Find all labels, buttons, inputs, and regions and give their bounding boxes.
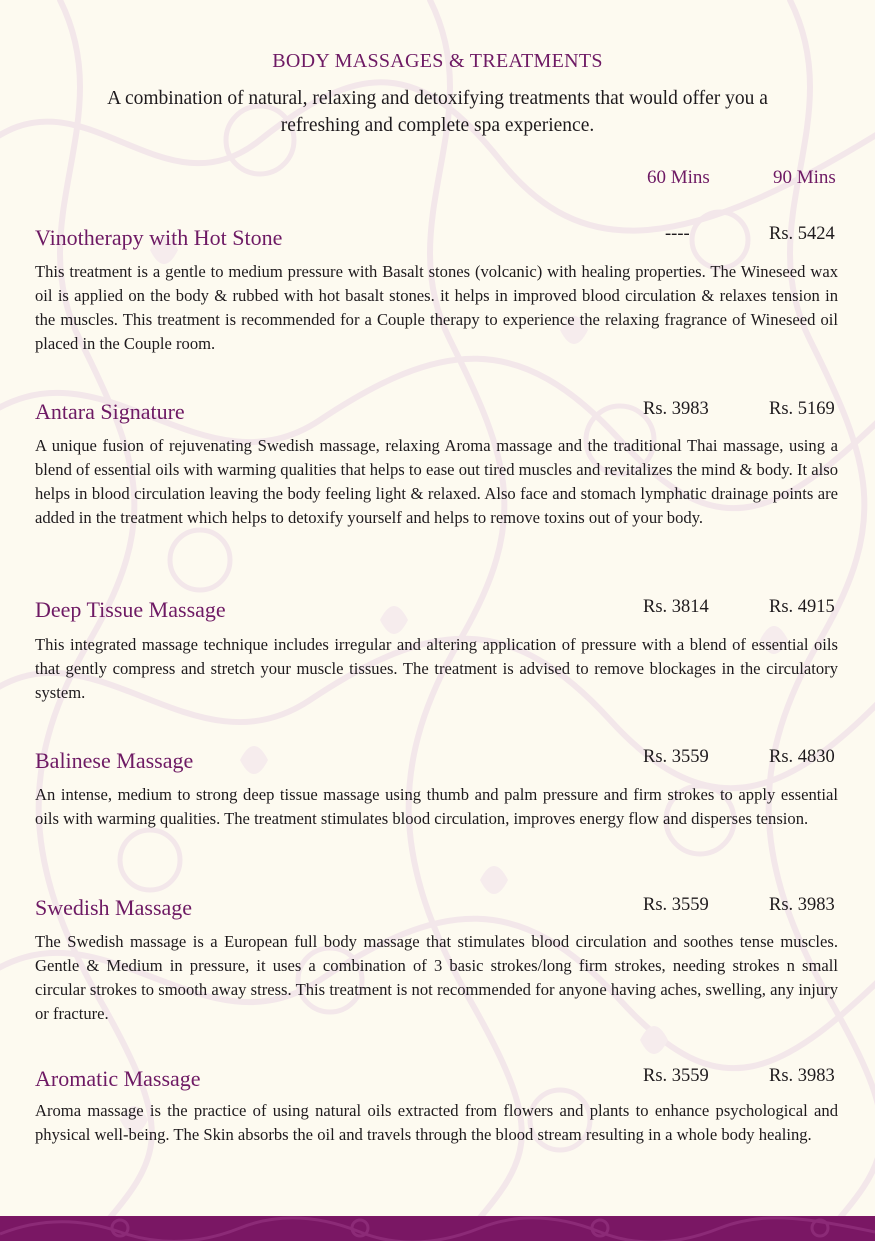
- service-price-60: Rs. 3559: [643, 1066, 709, 1086]
- service-description: An intense, medium to strong deep tissue massage using thumb and palm pressure and firm strokes to apply essential oils with warming qualities. The treatment stimulates blood circulation, improves energy flow and disperses tension.: [35, 785, 838, 828]
- service-name: Swedish Massage: [35, 895, 193, 920]
- service-description: Aroma massage is the practice of using natural oils extracted from flowers and plants to enhance psychological and physical well-being. The Skin absorbs the oil and travels through the blood stream resulting in a whole body healing.: [35, 1101, 838, 1144]
- page-title: BODY MASSAGES & TREATMENTS: [272, 50, 603, 72]
- service-name: Aromatic Massage: [35, 1066, 201, 1091]
- service-price-90: Rs. 3983: [769, 1066, 835, 1086]
- service-price-90: Rs. 5169: [769, 399, 835, 419]
- service-description: This integrated massage technique includes irregular and altering application of pressure with a blend of essential oils that gently compress and stretch your muscle tissues. The treatment is advised to remove blockages in the circulatory system.: [35, 635, 838, 702]
- service-name: Antara Signature: [35, 399, 185, 424]
- service-price-60: Rs. 3814: [643, 597, 709, 617]
- service-price-60: Rs. 3983: [643, 399, 709, 419]
- footer-ornament-pattern: [0, 1216, 875, 1241]
- service-price-60: Rs. 3559: [643, 895, 709, 915]
- service-description: This treatment is a gentle to medium pressure with Basalt stones (volcanic) with healing properties. The Wineseed wax oil is applied on the body & rubbed with hot basalt stones. it helps in improved blood circulation & relaxes tension in the muscles. This treatment is recommended for a Couple therapy to experience the relaxing fragrance of Wineseed oil placed in the Couple room.: [35, 262, 838, 353]
- service-name: Deep Tissue Massage: [35, 597, 226, 622]
- service-price-90: Rs. 4915: [769, 597, 835, 617]
- service-price-90: Rs. 3983: [769, 895, 835, 915]
- column-header-90-mins: 90 Mins: [773, 167, 836, 188]
- service-price-60: Rs. 3559: [643, 747, 709, 767]
- service-description: The Swedish massage is a European full body massage that stimulates blood circulation and soothes tense muscles. Gentle & Medium in pressure, it uses a combination of 3 basic strokes/long firm strokes, needing strokes n small circular strokes to smooth away stress. This treatment is not recommended for anyone having aches, swelling, any injury or fracture.: [35, 932, 838, 1023]
- service-price-90: Rs. 4830: [769, 747, 835, 767]
- page-intro: A combination of natural, relaxing and detoxifying treatments that would offer you a refreshing and complete spa experience.: [107, 88, 768, 136]
- service-price-60: ----: [665, 224, 690, 244]
- service-name: Balinese Massage: [35, 748, 194, 773]
- service-price-90: Rs. 5424: [769, 224, 835, 244]
- service-name: Vinotherapy with Hot Stone: [35, 225, 283, 250]
- service-description: A unique fusion of rejuvenating Swedish massage, relaxing Aroma massage and the traditional Thai massage, using a blend of essential oils with warming qualities that helps to ease out tired muscles and revitalizes the mind & body. It also helps in blood circulation leaving the body feeling light & relaxed. Also face and stomach lymphatic drainage points are added in the treatment which helps to detoxify yourself and helps to remove toxins out of your body.: [35, 436, 838, 527]
- footer-band: [0, 1216, 875, 1241]
- column-header-60-mins: 60 Mins: [647, 167, 710, 188]
